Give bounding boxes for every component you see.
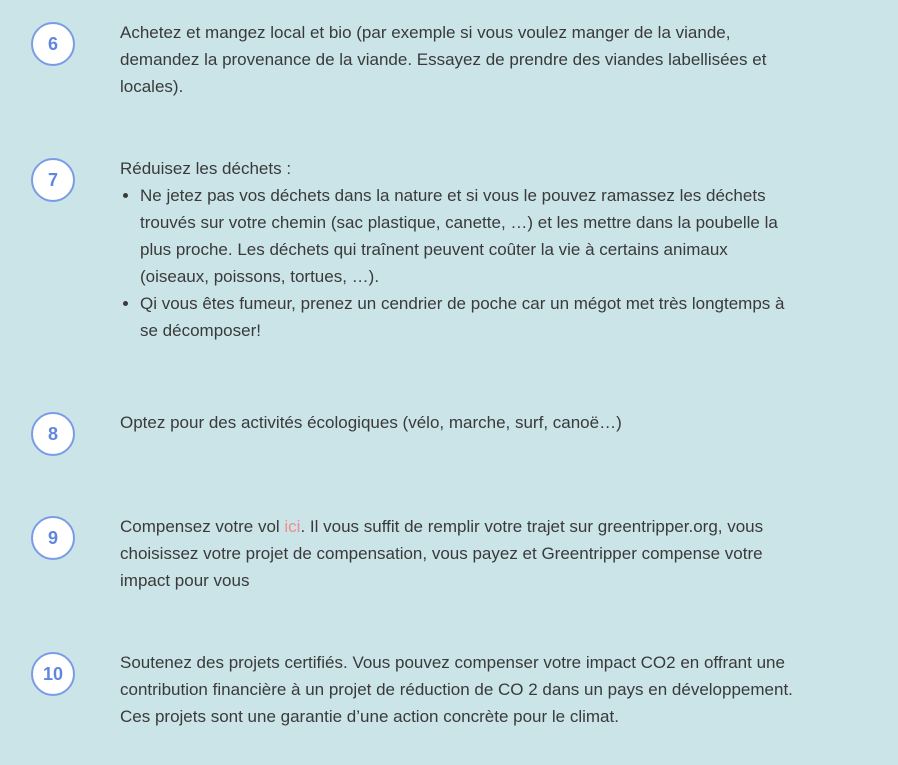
step-paragraph	[120, 513, 800, 594]
step-paragraph: Optez pour des activités écologiques (vélo, marche, surf, canoë…)	[120, 413, 622, 432]
compensation-link[interactable]: ici	[284, 517, 301, 536]
step-number: 10	[42, 663, 64, 684]
text-before-link: Compensez votre vol	[120, 517, 285, 536]
step-number-badge	[31, 22, 75, 66]
step-number: 7	[47, 169, 58, 190]
step-number: 6	[47, 33, 58, 54]
step-text	[120, 409, 800, 436]
step-number-badge	[31, 158, 75, 202]
step-intro: Réduisez les déchets :	[120, 159, 292, 178]
step-number-badge	[31, 412, 75, 456]
step-text	[120, 19, 800, 100]
list-item: • Qi vous êtes fumeur, prenez un cendrier de poche car un mégot met très longtemps à se décomposer!	[140, 290, 800, 344]
step-text	[120, 649, 800, 730]
step-number: 8	[47, 423, 58, 444]
bullet-list	[120, 182, 800, 344]
step-number-badge	[31, 516, 75, 560]
step-paragraph: Soutenez des projets certifiés. Vous pouvez compenser votre impact CO2 en offrant une contribution financière à un projet de réduction de CO 2 dans un pays en développement. Ces projets sont une garantie d’une action concrète pour le climat.	[120, 653, 793, 726]
text-after-link: . Il vous suffit de remplir votre trajet sur greentripper.org, vous choisissez votre projet de compensation, vous payez et Greentripper compense votre impact pour vous	[120, 517, 764, 590]
step-number: 9	[47, 527, 58, 548]
step-number-badge	[31, 652, 75, 696]
step-paragraph: Achetez et mangez local et bio (par exemple si vous voulez manger de la viande, demandez la provenance de la viande. Essayez de prendre des viandes labellisées et locales).	[120, 23, 767, 96]
list-item: • Ne jetez pas vos déchets dans la nature et si vous le pouvez ramassez les déchets trouvés sur votre chemin (sac plastique, canette, …) et les mettre dans la poubelle la plus proche. Les déchets qui traînent peuvent coûter la vie à certains animaux (oiseaux, poissons, tortues, …).	[140, 182, 800, 290]
step-text	[120, 513, 800, 594]
step-text	[120, 155, 800, 344]
